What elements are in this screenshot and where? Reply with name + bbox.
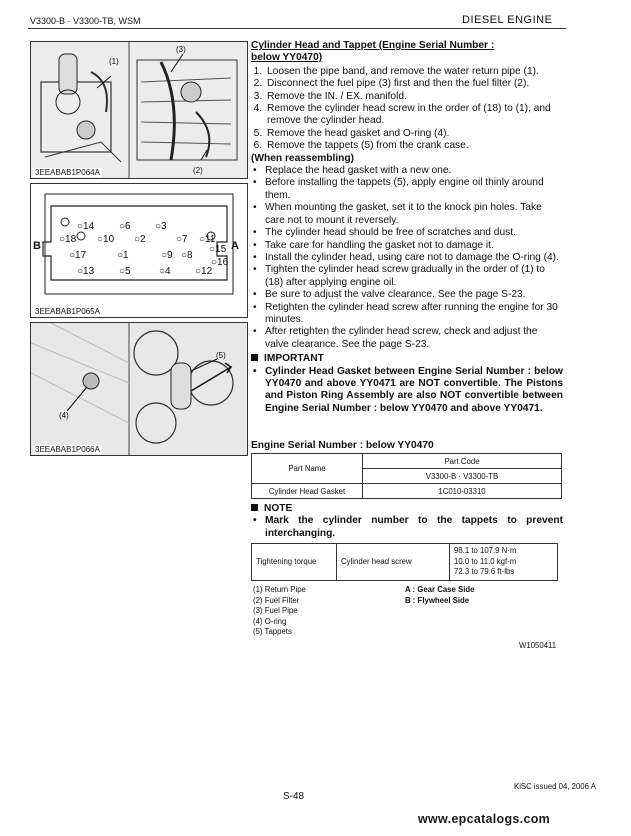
reassembling-list <box>251 165 563 351</box>
legend-side: B : Flywheel Side <box>405 595 470 605</box>
bolt-label: ○16 <box>211 257 229 268</box>
bolt-label: ○12 <box>195 266 213 277</box>
procedure-section <box>251 40 563 415</box>
step-item: 6. Remove the tappets (5) from the crank case. <box>265 140 563 152</box>
bolt-label: ○17 <box>69 250 87 261</box>
torque-values <box>450 544 558 581</box>
bolt-label: ○1 <box>117 250 129 261</box>
header-models: V3300-B · V3300-TB, WSM <box>30 16 141 26</box>
legend-item: (5) Tappets <box>253 627 292 636</box>
part-row-code: 1C010-03310 <box>363 484 562 499</box>
reassembling-item: • Tighten the cylinder head screw gradually in the order of (1) to (18) after applying engine oil. <box>265 264 563 289</box>
figure-caption: 3EEABAB1P065A <box>35 307 100 316</box>
bolt-label: ○5 <box>119 266 131 277</box>
header-section: DIESEL ENGINE <box>462 14 553 26</box>
figure-bolt-order <box>30 183 248 318</box>
callout-1: (1) <box>109 57 119 66</box>
side-a-label: A <box>231 240 239 252</box>
parts-legend <box>253 585 306 638</box>
procedure-title-line2: below YY0470) <box>251 52 323 64</box>
reassembling-item: • After retighten the cylinder head screw, check and adjust the valve clearance. See the page S-23. <box>265 326 563 351</box>
callout-4: (4) <box>59 411 69 420</box>
model-header: V3300-B · V3300-TB <box>363 469 562 484</box>
part-code-header: Part Code <box>363 454 562 469</box>
reassembling-item: • Be sure to adjust the valve clearance. See the page S-23. <box>265 289 563 301</box>
legend-item: (4) O-ring <box>253 616 287 626</box>
note-title: NOTE <box>264 503 293 514</box>
figure-caption: 3EEABAB1P066A <box>35 445 100 454</box>
page-number: S-48 <box>283 791 305 802</box>
important-text: • Cylinder Head Gasket between Engine Serial Number : below YY0470 and above YY0471 are NOT convertible. The Pistons and Piston Ring Assembly are also NOT convertible between Engine Serial Number : below YY0470 and above YY0471. <box>251 366 563 416</box>
square-bullet-icon <box>251 504 258 511</box>
callout-5: (5) <box>216 351 226 360</box>
torque-item: Cylinder head screw <box>337 544 450 581</box>
legend-item: (3) Fuel Pipe <box>253 606 298 615</box>
bolt-label: ○15 <box>209 244 227 255</box>
legend-item: (1) Return Pipe <box>253 585 306 594</box>
document-code: W1050411 <box>519 641 557 650</box>
tappet-illustration <box>31 323 247 455</box>
reassembling-item: • Install the cylinder head, using care not to damage the O-ring (4). <box>265 252 563 264</box>
reassembling-item: • When mounting the gasket, set it to the knock pin holes. Take care not to mount it reversely. <box>265 202 563 227</box>
bolt-label: ○10 <box>97 234 115 245</box>
reassembling-item: • Retighten the cylinder head screw after running the engine for 30 minutes. <box>265 302 563 327</box>
legend-side: A : Gear Case Side <box>405 585 475 594</box>
bolt-label: ○7 <box>176 234 188 245</box>
reassembling-item: • The cylinder head should be free of scratches and dust. <box>265 227 563 239</box>
torque-value-kgf: 10.0 to 11.0 kgf·m <box>454 556 517 566</box>
reassembling-item: • Take care for handling the gasket not to damage it. <box>265 240 563 252</box>
callout-2: (2) <box>193 166 203 175</box>
square-bullet-icon <box>251 354 258 361</box>
parts-table-title: Engine Serial Number : below YY0470 <box>251 440 434 451</box>
engine-top-illustration <box>31 42 247 178</box>
note-text: • Mark the cylinder number to the tappets to prevent interchanging. <box>251 515 563 540</box>
step-item: 3. Remove the IN. / EX. manifold. <box>265 91 563 103</box>
bolt-label: ○2 <box>134 234 146 245</box>
torque-table <box>251 543 558 581</box>
step-item: 4. Remove the cylinder head screw in the order of (18) to (1), and remove the cylinder head. <box>265 103 563 128</box>
torque-label: Tightening torque <box>252 544 337 581</box>
note-section <box>251 501 563 540</box>
bolt-label: ○14 <box>77 221 95 232</box>
bolt-label: ○4 <box>159 266 171 277</box>
important-heading <box>251 353 563 365</box>
bolt-label: ○13 <box>77 266 95 277</box>
note-heading <box>251 503 563 515</box>
issued-date: KiSC issued 04, 2006 A <box>514 782 596 791</box>
part-row-name: Cylinder Head Gasket <box>252 484 363 499</box>
legend-item: (2) Fuel Filter <box>253 595 300 605</box>
bolt-label: ○6 <box>119 221 131 232</box>
figure-caption: 3EEABAB1P064A <box>35 168 100 177</box>
step-item: 5. Remove the head gasket and O-ring (4). <box>265 128 563 140</box>
step-item: 1. Loosen the pipe band, and remove the water return pipe (1). <box>265 66 563 78</box>
reassembling-item: • Replace the head gasket with a new one. <box>265 165 563 177</box>
side-b-label: B <box>33 240 41 252</box>
step-list <box>251 66 563 153</box>
figure-tappets <box>30 322 248 456</box>
torque-value-nm: 98.1 to 107.9 N·m <box>454 546 517 555</box>
bolt-label: ○9 <box>161 250 173 261</box>
parts-table <box>251 453 562 499</box>
procedure-title-line1: Cylinder Head and Tappet (Engine Serial Number : <box>251 40 495 51</box>
bolt-label: ○8 <box>181 250 193 261</box>
figure-engine-top <box>30 41 248 179</box>
part-name-header: Part Name <box>252 454 363 484</box>
reassembling-title: (When reassembling) <box>251 152 355 164</box>
torque-value-ftlbs: 72.3 to 79.6 ft-lbs <box>454 567 515 576</box>
bolt-label: ○11 <box>199 234 216 245</box>
bolt-label: ○3 <box>155 221 167 232</box>
bolt-label: ○18 <box>59 234 77 245</box>
callout-3: (3) <box>176 45 186 54</box>
reassembling-item: • Before installing the tappets (5), apply engine oil thinly around them. <box>265 177 563 202</box>
watermark: www.epcatalogs.com <box>418 812 551 826</box>
header-rule <box>28 28 566 29</box>
step-item: 2. Disconnect the fuel pipe (3) first and then the fuel filter (2). <box>265 78 563 90</box>
important-title: IMPORTANT <box>264 353 324 365</box>
sides-legend <box>405 585 474 606</box>
